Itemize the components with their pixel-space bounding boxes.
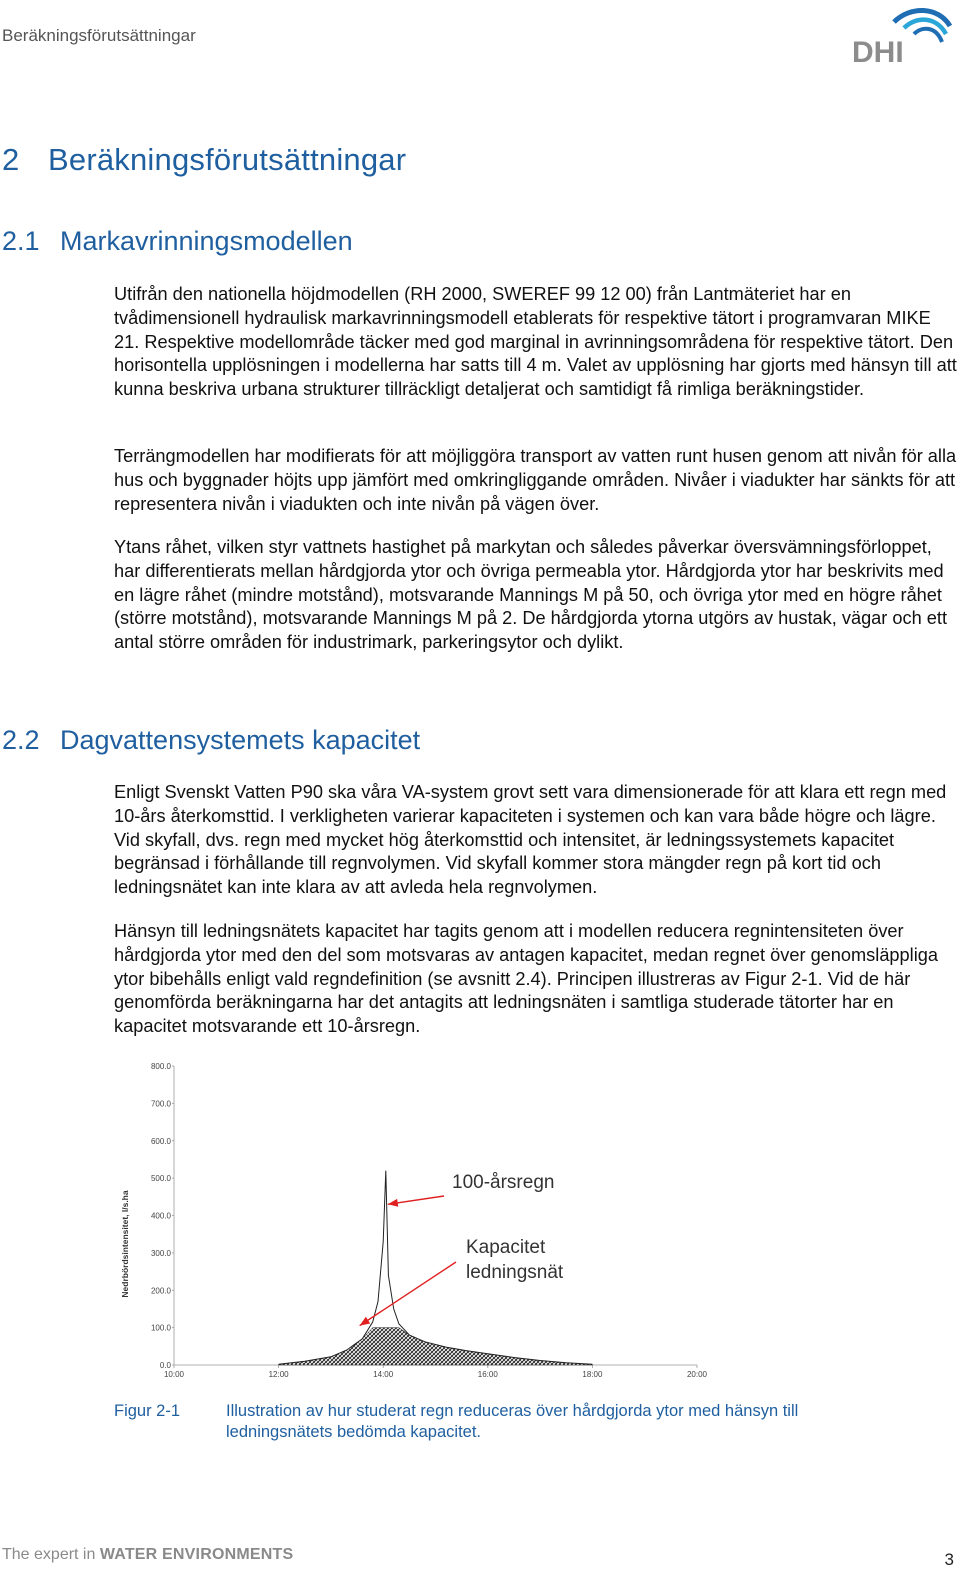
footer-tagline <box>2 1546 293 1564</box>
section-title: Markavrinningsmodellen <box>60 226 353 256</box>
rain-intensity-chart <box>112 1056 712 1386</box>
section-title: Dagvattensystemets kapacitet <box>60 725 421 755</box>
paragraph-terrain-modification: Terrängmodellen har modifierats för att möjliggöra transport av vatten runt husen genom att nivån för alla hus och byggnader höjts upp jämfört med omkringliggande områden. Nivåer i viadukter har sänkts för att representera nivån i viadukten och inte nivån på vägen över. <box>114 446 957 514</box>
capacity-hatched-area <box>279 1328 593 1365</box>
chapter-title: Beräkningsförutsättningar <box>48 142 407 177</box>
annotation-100-year-rain: 100-årsregn <box>452 1172 555 1193</box>
footer-tagline-prefix: The expert in <box>2 1546 100 1563</box>
annotation-capacity-line-2: ledningsnät <box>466 1262 564 1283</box>
x-tick-label: 10:00 <box>163 1370 185 1379</box>
figure-label: Figur 2-1 <box>114 1402 181 1420</box>
y-tick-label: 300.0 <box>150 1248 171 1258</box>
y-tick-label: 400.0 <box>150 1211 171 1221</box>
section-heading-2-1 <box>2 226 353 257</box>
running-header: Beräkningsförutsättningar <box>2 26 196 45</box>
y-tick-label: 200.0 <box>150 1286 171 1296</box>
figure-caption-text: Illustration av hur studerat regn reduceras över hårdgjorda ytor med hänsyn till ledningsnätets bedömda kapacitet. <box>226 1402 799 1441</box>
page-number: 3 <box>944 1550 954 1569</box>
y-tick-label: 0.0 <box>159 1361 171 1370</box>
paragraph-capacity-reduction: Hänsyn till ledningsnätets kapacitet har tagits genom att i modellen reducera regnintensiteten över hårdgjorda ytor med den del som motsvaras av antagen kapacitet, medan regnet över genomsläppliga ytor bibehålls enligt vald regndefinition (se avsnitt 2.4). Principen illustreras av Figur 2-1. Vid de här genomförda beräkningarna har det antagits att ledningsnäten i samtliga studerade tätorter har en kapacitet motsvarande ett 10-årsregn. <box>114 921 938 1037</box>
paragraph-system-design: Enligt Svenskt Vatten P90 ska våra VA-system grovt sett vara dimensionerade för att klara ett regn med 10-års återkomsttid. I verkligheten varierar kapaciteten i systemen och kan vara både högre och lägre. Vid skyfall, dvs. regn med mycket hög återkomsttid och intensitet, är ledningssystemets kapacitet begränsad i förhållande till regnvolymen. Vid skyfall kommer stora mängder regn på kort tid och ledningsnätet kan inte klara av att avleda hela regnvolymen. <box>114 782 947 898</box>
x-tick-label: 12:00 <box>268 1370 289 1379</box>
footer-tagline-bold: WATER ENVIRONMENTS <box>99 1546 294 1563</box>
y-tick-label: 500.0 <box>150 1174 171 1184</box>
x-tick-label: 20:00 <box>686 1370 708 1379</box>
dhi-logo <box>850 4 954 66</box>
chapter-number: 2 <box>2 142 20 177</box>
annotation-arrowhead-capacity <box>360 1317 371 1326</box>
logo-wave-3 <box>914 29 942 42</box>
annotation-capacity-line-1: Kapacitet <box>466 1237 546 1258</box>
logo-wordmark: DHI <box>852 36 904 66</box>
y-axis-label: Nedrbördsintensitet, l/s.ha <box>120 1190 130 1298</box>
y-tick-label: 800.0 <box>150 1062 171 1071</box>
x-tick-label: 18:00 <box>582 1370 603 1379</box>
paragraph-surface-roughness: Ytans råhet, vilken styr vattnets hastighet på markytan och således påverkar översvämningsförloppet, har differentierats mellan hårdgjorda ytor och övriga permeabla ytor. Hårdgjorda ytor har beskrivits med en lägre råhet (mindre motstånd), motsvarande Mannings M på 50, och övriga ytor med en högre råhet (större motstånd), motsvarande Mannings M på 2. De hårdgjorda ytorna utgörs av hustak, vägar och ett antal större områden för industrimark, parkeringsytor och dylikt. <box>114 537 948 653</box>
x-tick-label: 16:00 <box>477 1370 498 1379</box>
y-tick-label: 700.0 <box>150 1099 171 1109</box>
annotation-arrowhead-100-year-rain <box>388 1199 398 1207</box>
chapter-heading <box>2 142 406 178</box>
section-number: 2.2 <box>2 725 40 755</box>
paragraph-terrain-model: Utifrån den nationella höjdmodellen (RH 2000, SWEREF 99 12 00) från Lantmäteriet har en tvådimensionell hydraulisk markavrinningsmodell etablerats för respektive tätort i programvaran MIKE 21. Respektive modellområde täcker med god marginal in avrinningsområdena för respektive tätort. Den horisontella upplösningen i modellerna har satts till 4 m. Valet av upplösning har gjorts med hänsyn till att kunna beskriva urbana strukturer tillräckligt detaljerat och samtidigt få rimliga beräkningstider. <box>114 284 957 400</box>
y-tick-label: 600.0 <box>150 1136 171 1146</box>
y-tick-label: 100.0 <box>150 1323 171 1333</box>
x-tick-label: 14:00 <box>373 1370 394 1379</box>
annotation-arrow-capacity <box>360 1262 456 1326</box>
section-number: 2.1 <box>2 226 40 256</box>
section-heading-2-2 <box>2 725 420 756</box>
